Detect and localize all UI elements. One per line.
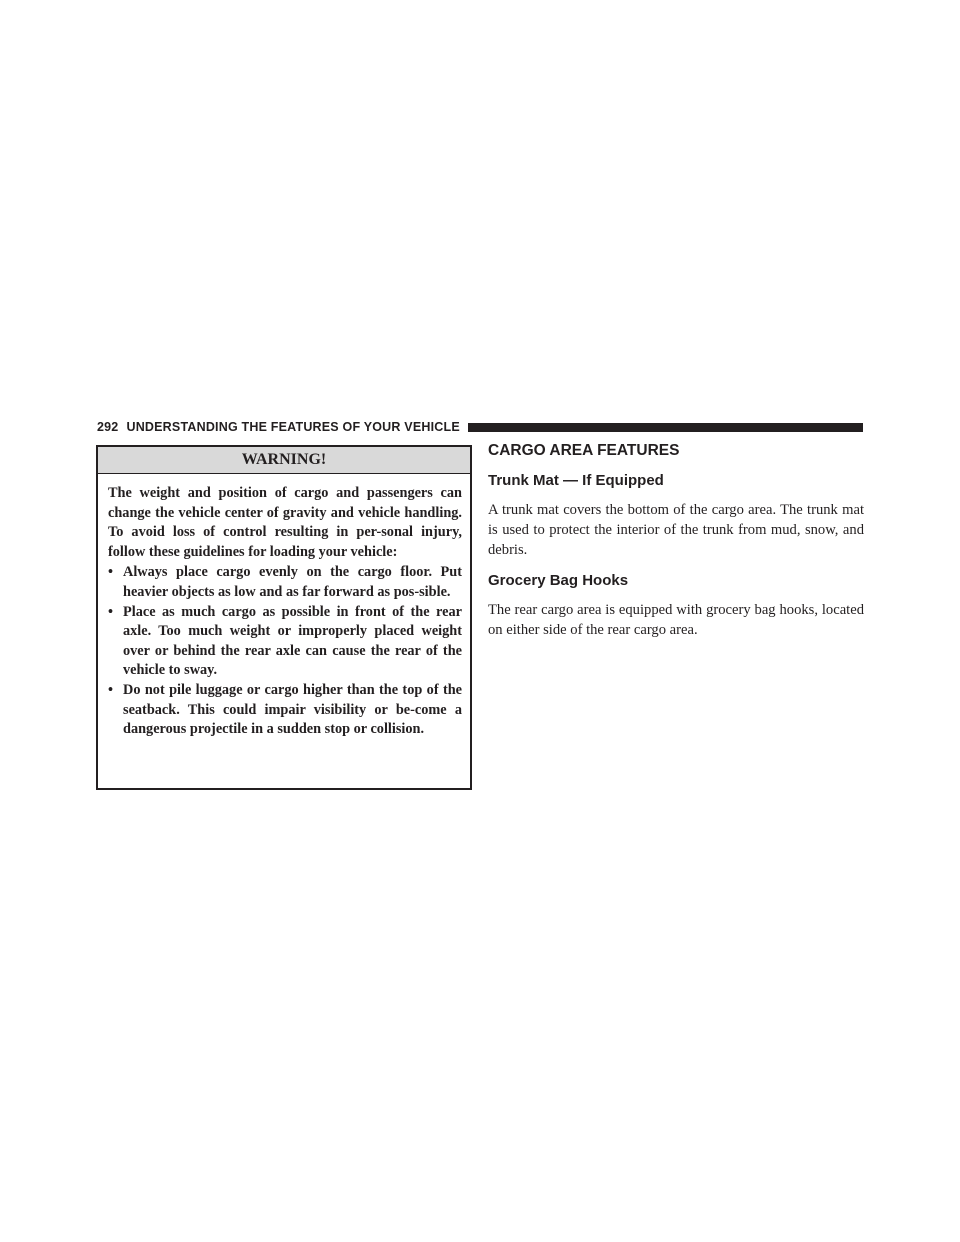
page-number: 292 [97,420,119,434]
warning-list [108,563,462,739]
warning-list-item [108,603,462,681]
warning-list-item [108,563,462,602]
warning-item-text: Always place cargo evenly on the cargo floor. Put heavier objects as low and as far forward as pos-sible. [123,564,462,600]
grocery-hooks-paragraph: The rear cargo area is equipped with grocery bag hooks, located on either side of the rear cargo area. [488,601,864,638]
content-column [488,441,864,640]
trunk-mat-heading: Trunk Mat — If Equipped [488,472,664,489]
trunk-mat-paragraph: A trunk mat covers the bottom of the cargo area. The trunk mat is used to protect the interior of the trunk from mud, snow, and debris. [488,502,864,559]
bullet-icon: • [108,681,114,698]
running-header [97,419,863,435]
warning-box [96,445,472,790]
grocery-hooks-heading: Grocery Bag Hooks [488,571,629,589]
warning-item-text: Place as much cargo as possible in front of the rear axle. Too much weight or improperly placed weight over or behind the rear axle can cause the rear of the vehicle to sway. [123,603,462,679]
warning-body [98,474,470,740]
warning-list-item [108,681,462,740]
bullet-icon: • [108,564,114,581]
warning-intro: The weight and position of cargo and passengers can change the vehicle center of gravity and vehicle handling. To avoid loss of control resulting in per-sonal injury, follow these guidelines for loading your vehicle: [108,485,462,560]
running-section-title: UNDERSTANDING THE FEATURES OF YOUR VEHICLE [126,420,460,434]
warning-item-text: Do not pile luggage or cargo higher than the top of the seatback. This could impair visibility or be-come a dangerous projectile in a sudden stop or collision. [123,681,462,738]
warning-title: WARNING! [98,447,470,474]
bullet-icon: • [108,603,114,620]
section-heading: CARGO AREA FEATURES [488,442,680,459]
header-rule [468,423,863,432]
